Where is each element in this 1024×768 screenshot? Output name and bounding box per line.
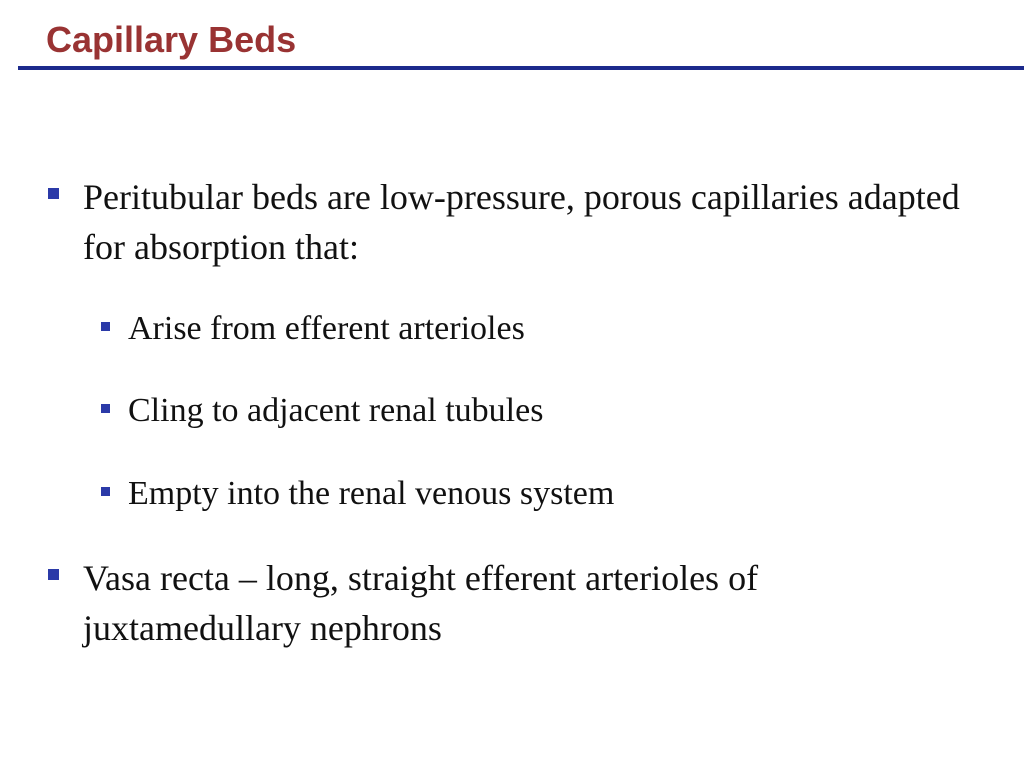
- bullet-text: Peritubular beds are low-pressure, porous capillaries adapted for absorption that:: [83, 177, 960, 267]
- square-bullet-icon: [101, 322, 110, 331]
- slide-title: Capillary Beds: [46, 19, 297, 60]
- square-bullet-icon: [101, 404, 110, 413]
- bullet-text: Vasa recta – long, straight efferent arterioles of juxtamedullary nephrons: [83, 558, 759, 648]
- square-bullet-icon: [48, 188, 59, 199]
- sub-bullet-text: Empty into the renal venous system: [128, 475, 615, 512]
- sub-bullet-text: Arise from efferent arterioles: [128, 310, 525, 347]
- square-bullet-icon: [48, 569, 59, 580]
- sub-bullet-text: Cling to adjacent renal tubules: [128, 392, 544, 429]
- square-bullet-icon: [101, 487, 110, 496]
